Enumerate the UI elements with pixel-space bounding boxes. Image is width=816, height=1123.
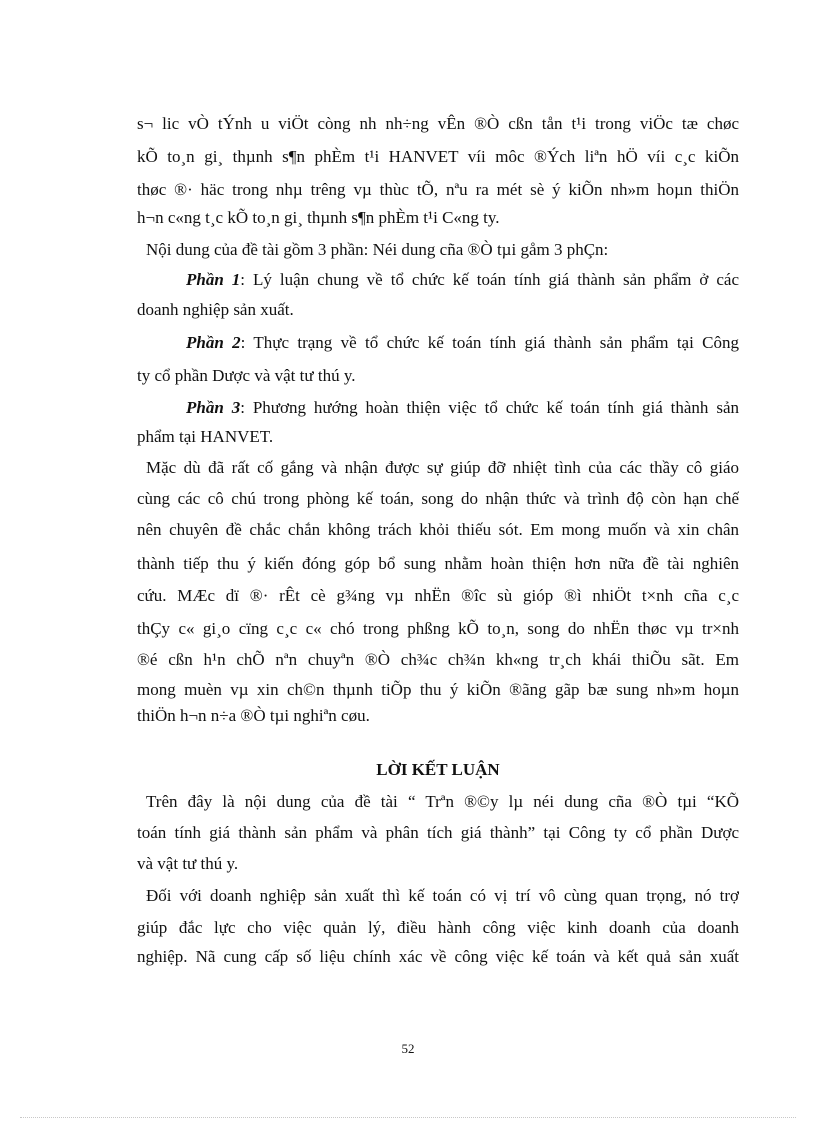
- intro-line: h¬n c«ng t¸c kÕ to¸n gi¸ thµnh s¶n phÈm t¹i C«ng ty.: [137, 208, 500, 227]
- part1-label: Phần 1: [186, 270, 241, 289]
- closing-line: thÇy c« gi¸o cïng c¸c c« chó trong phßng kÕ to¸n, song do nhËn thøc vµ tr×nh: [137, 619, 739, 638]
- conclusion-line: nghiệp. Nã cung cấp số liệu chính xác về công việc kế toán và kết quả sản xuất: [137, 947, 739, 966]
- closing-line: Mặc dù đã rất cố gắng và nhận được sự giúp đỡ nhiệt tình của các thầy cô giáo: [146, 458, 739, 477]
- page-number: 52: [401, 1041, 415, 1056]
- intro-line: thøc ®· häc trong nhµ trêng vµ thùc tÕ, nªu ra mét sè ý kiÕn nh»m hoµn thiÖn: [137, 180, 739, 199]
- part1-line: [186, 268, 739, 292]
- page-bottom-border: [20, 1117, 796, 1118]
- conclusion-title: LỜI KẾT LUẬN: [376, 760, 500, 779]
- conclusion-line: Đối với doanh nghiệp sản xuất thì kế toán có vị trí vô cùng quan trọng, nó trợ: [146, 886, 739, 905]
- intro-line: kÕ to¸n gi¸ thµnh s¶n phÈm t¹i HANVET víi môc ®Ých liªn hÖ víi c¸c kiÕn: [137, 147, 739, 166]
- closing-line: cùng các cô chú trong phòng kế toán, song do nhận thức và trình độ còn hạn chế: [137, 489, 739, 508]
- content-summary-line: Nội dung của đề tài gồm 3 phần: Néi dung cña ®Ò tµi gåm 3 phÇn:: [146, 240, 609, 259]
- part2-line: ty cổ phần Dược và vật tư thú y.: [137, 366, 356, 385]
- conclusion-line: Trên đây là nội dung của đề tài “ Trªn ®©y lµ néi dung cña ®Ò tµi “KÕ: [146, 792, 739, 811]
- part3-line: [186, 396, 739, 420]
- part2-line: [186, 331, 739, 355]
- closing-line: ®é cßn h¹n chÕ nªn chuyªn ®Ò ch¾c ch¾n kh«ng tr¸ch khái thiÕu sãt. Em: [137, 650, 739, 669]
- closing-line: thành tiếp thu ý kiến đóng góp bổ sung nhằm hoàn thiện hơn nữa đề tài nghiên: [137, 554, 739, 573]
- closing-line: thiÖn h¬n n÷a ®Ò tµi nghiªn cøu.: [137, 706, 370, 725]
- part3-label: Phần 3: [186, 398, 241, 417]
- part2-text: : Thực trạng về tổ chức kế toán tính giá thành sản phẩm tại Công: [240, 333, 739, 352]
- conclusion-line: giúp đắc lực cho việc quản lý, điều hành công việc kinh doanh của doanh: [137, 918, 739, 937]
- intro-line: s¬ lic vÒ tÝnh u viÖt còng nh nh÷ng vÊn ®Ò cßn tån t¹i trong viÖc tæ chøc: [137, 114, 739, 133]
- closing-line: cứu. MÆc dï ®· rÊt cè g¾ng vµ nhËn ®îc sù gióp ®ì nhiÖt t×nh cña c¸c: [137, 586, 739, 605]
- part1-line: doanh nghiệp sản xuất.: [137, 300, 294, 319]
- closing-line: mong muèn vµ xin ch©n thµnh tiÕp thu ý kiÕn ®ãng gãp bæ sung nh»m hoµn: [137, 680, 739, 699]
- part3-text: : Phương hướng hoàn thiện việc tổ chức kế toán tính giá thành sản: [240, 398, 739, 417]
- conclusion-line: toán tính giá thành sản phẩm và phân tích giá thành” tại Công ty cổ phần Dược: [137, 823, 739, 842]
- closing-line: nên chuyên đề chắc chắn không trách khỏi thiếu sót. Em mong muốn và xin chân: [137, 520, 739, 539]
- conclusion-line: và vật tư thú y.: [137, 854, 239, 873]
- part3-line: phẩm tại HANVET.: [137, 427, 274, 446]
- part2-label: Phần 2: [186, 333, 241, 352]
- part1-text: : Lý luận chung về tổ chức kế toán tính giá thành sản phẩm ở các: [240, 270, 739, 289]
